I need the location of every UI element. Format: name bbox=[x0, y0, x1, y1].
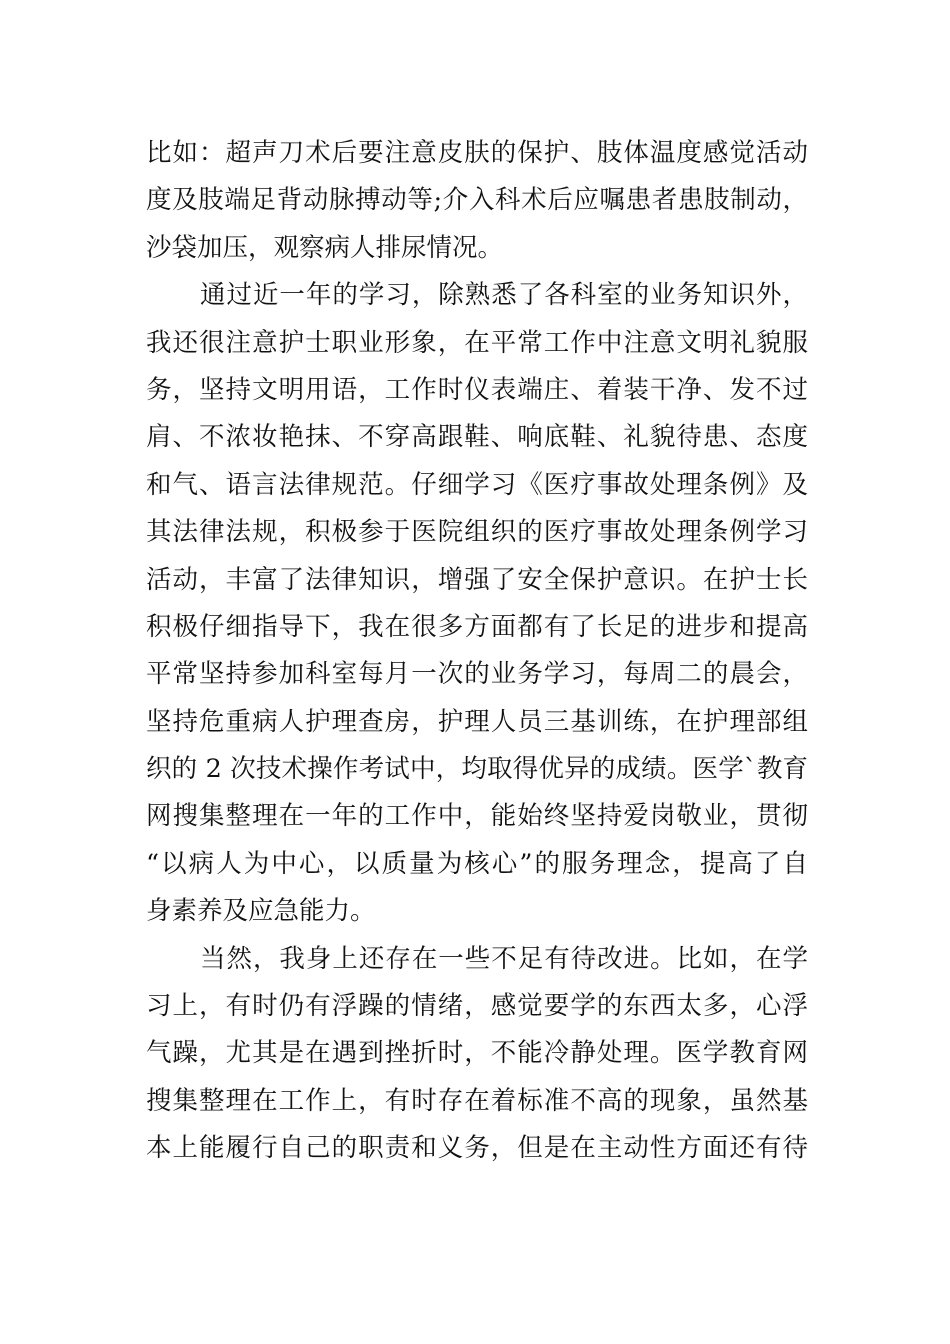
text-line: 和气、语言法律规范。仔细学习《医疗事故处理条例》及 bbox=[146, 469, 808, 500]
text-line: 网搜集整理在一年的工作中，能始终坚持爱岗敬业，贯彻 bbox=[146, 801, 808, 832]
text-line: 身素养及应急能力。 bbox=[146, 896, 376, 927]
text-line: 织的 2 次技术操作考试中，均取得优异的成绩。医学`教育 bbox=[146, 754, 808, 785]
text-line: 沙袋加压，观察病人排尿情况。 bbox=[146, 232, 504, 263]
text-line: “以病人为中心，以质量为核心”的服务理念，提高了自 bbox=[146, 848, 808, 879]
text-line: 平常坚持参加科室每月一次的业务学习，每周二的晨会， bbox=[146, 659, 808, 690]
text-line: 活动，丰富了法律知识，增强了安全保护意识。在护士长 bbox=[146, 564, 808, 595]
text-line: 其法律法规，积极参于医院组织的医疗事故处理条例学习 bbox=[146, 517, 808, 548]
text-line: 气躁，尤其是在遇到挫折时，不能冷静处理。医学教育网 bbox=[146, 1038, 808, 1069]
text-line: 肩、不浓妆艳抹、不穿高跟鞋、响底鞋、礼貌待患、态度 bbox=[146, 422, 808, 453]
document-body bbox=[146, 130, 808, 1173]
text-line: 积极仔细指导下，我在很多方面都有了长足的进步和提高 bbox=[146, 611, 808, 642]
text-line: 比如：超声刀术后要注意皮肤的保护、肢体温度感觉活动 bbox=[146, 138, 808, 168]
text-line: 本上能履行自己的职责和义务，但是在主动性方面还有待 bbox=[146, 1133, 808, 1164]
text-line: 我还很注意护士职业形象，在平常工作中注意文明礼貌服 bbox=[146, 327, 808, 358]
text-line: 务，坚持文明用语，工作时仪表端庄、着装干净、发不过 bbox=[146, 374, 808, 405]
text-line: 度及肢端足背动脉搏动等;介入科术后应嘱患者患肢制动， bbox=[146, 185, 808, 216]
text-line: 当然，我身上还存在一些不足有待改进。比如，在学 bbox=[200, 943, 808, 974]
text-line: 通过近一年的学习，除熟悉了各科室的业务知识外， bbox=[200, 280, 808, 311]
text-line: 坚持危重病人护理查房，护理人员三基训练，在护理部组 bbox=[146, 706, 808, 737]
text-line: 搜集整理在工作上，有时存在着标准不高的现象，虽然基 bbox=[146, 1085, 808, 1116]
text-line: 习上，有时仍有浮躁的情绪，感觉要学的东西太多，心浮 bbox=[146, 991, 808, 1022]
